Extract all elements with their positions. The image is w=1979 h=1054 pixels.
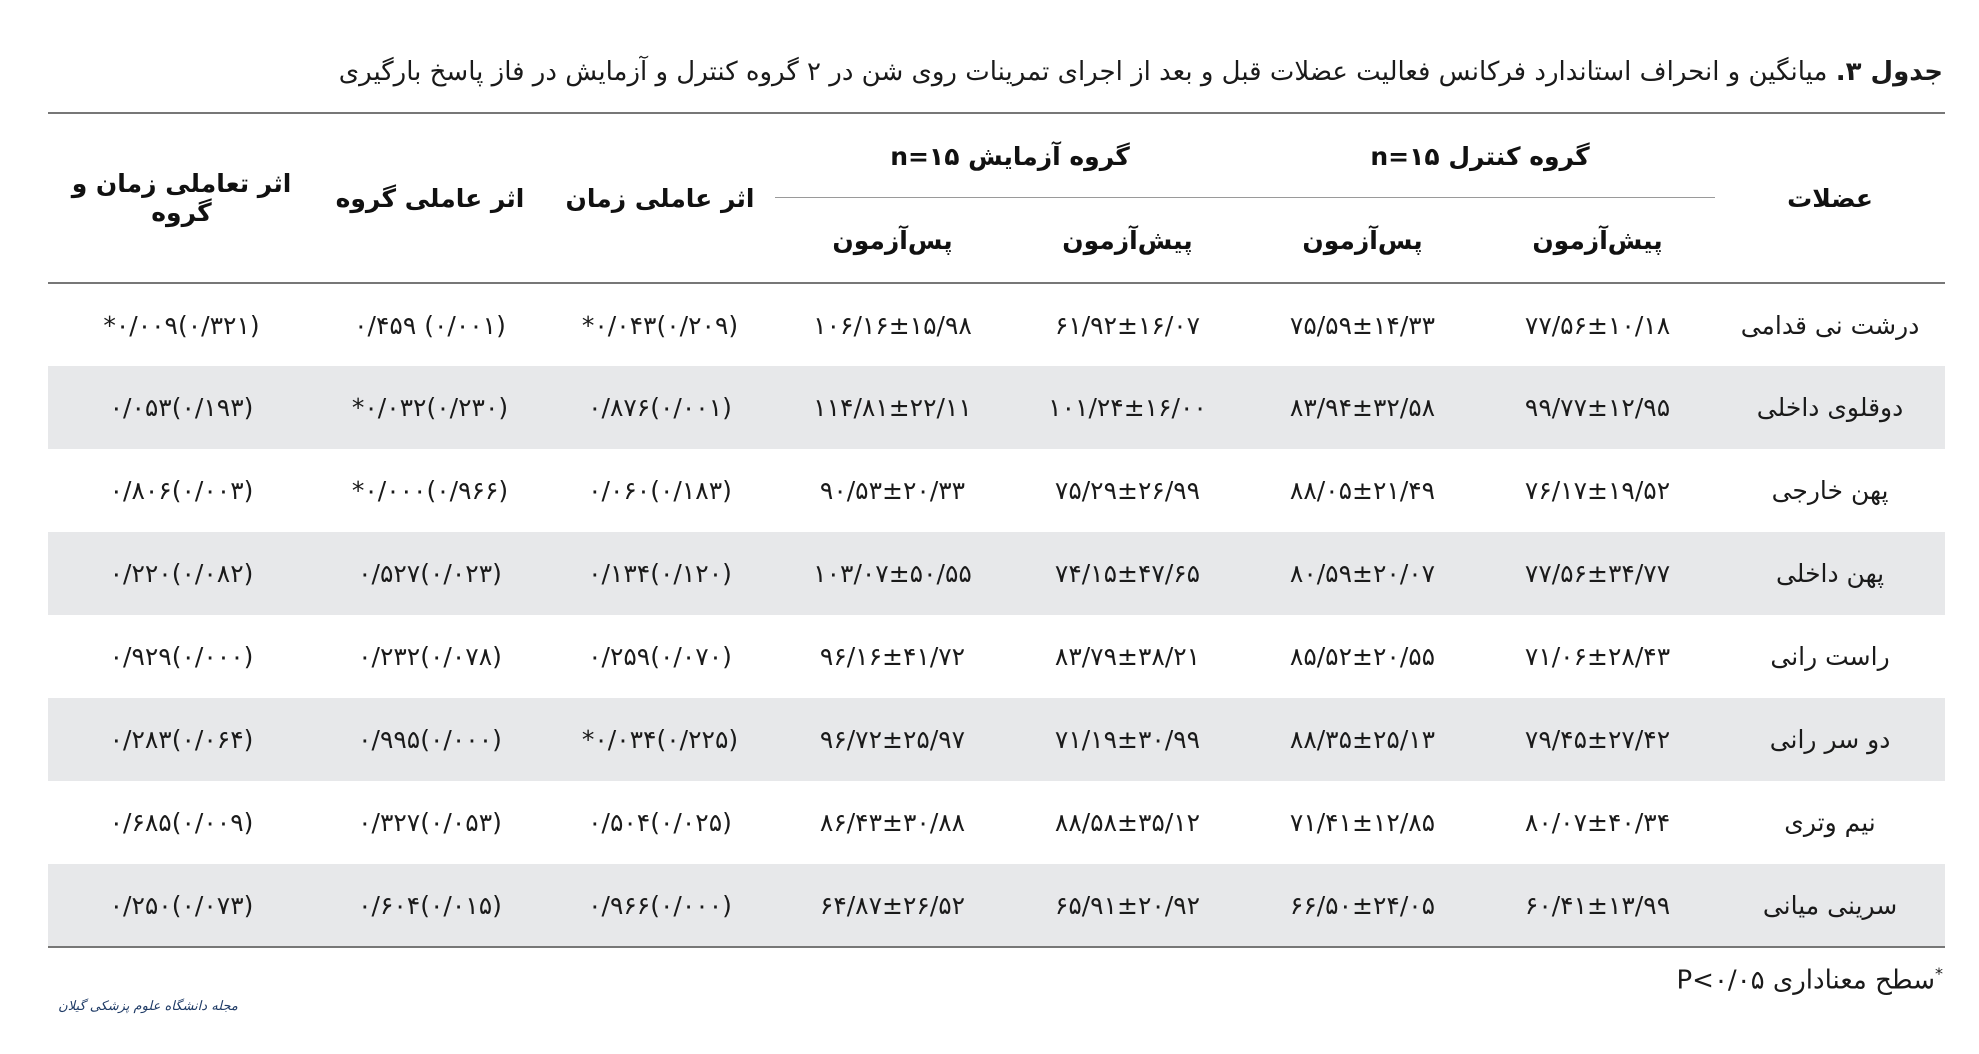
- cell-interaction-effect: (۰/۰۰۳)۰/۸۰۶: [109, 476, 254, 505]
- table-row: [48, 698, 1945, 781]
- cell-group-effect: (۰/۰۵۳)۰/۳۲۷: [358, 808, 502, 837]
- journal-logo-text: مجله دانشگاه علوم پزشکی گیلان: [58, 999, 238, 1014]
- cell-control-pre: ۸۰/۰۷±۴۰/۳۴: [1524, 808, 1671, 837]
- cell-interaction-effect: (۰/۰۰۰)۰/۹۲۹: [109, 642, 254, 671]
- header-experiment-pretest: پیش‌آزمون: [1062, 225, 1193, 255]
- cell-control-post: ۸۳/۹۴±۳۲/۵۸: [1289, 393, 1436, 422]
- cell-group-effect: (۰/۰۰۰)۰/۹۹۵: [358, 725, 502, 754]
- caption-label: جدول ۳.: [1835, 57, 1943, 87]
- table-row: [48, 615, 1945, 698]
- cell-control-post: ۶۶/۵۰±۲۴/۰۵: [1289, 890, 1436, 920]
- cell-exp-post: ۱۱۴/۸۱±۲۲/۱۱: [813, 393, 972, 422]
- cell-control-post: ۸۵/۵۲±۲۰/۵۵: [1289, 642, 1436, 671]
- cell-interaction-effect: (۰/۰۶۴)۰/۲۸۳: [109, 725, 254, 754]
- results-table: [48, 112, 1945, 948]
- cell-time-effect: (۰/۰۷۰)۰/۲۵۹: [588, 642, 732, 671]
- header-experiment-group: گروه آزمایش n=۱۵: [775, 113, 1245, 198]
- table-row: [48, 366, 1945, 449]
- cell-control-post: ۸۰/۵۹±۲۰/۰۷: [1289, 559, 1436, 588]
- cell-control-pre: ۷۱/۰۶±۲۸/۴۳: [1524, 642, 1671, 671]
- cell-control-pre: ۷۹/۴۵±۲۷/۴۲: [1524, 725, 1671, 754]
- cell-group-effect: (۰/۰۰۱) ۰/۴۵۹: [354, 310, 506, 340]
- journal-logo: [48, 966, 248, 1036]
- cell-time-effect: (۰/۱۸۳)۰/۰۶۰: [588, 476, 732, 505]
- cell-interaction-effect: (۰/۳۲۱)۰/۰۰۹*: [103, 310, 260, 340]
- header-muscles: عضلات: [1787, 183, 1873, 213]
- footnote: [1677, 964, 1944, 996]
- cell-muscle: درشت نی قدامی: [1740, 310, 1920, 340]
- cell-exp-post: ۹۶/۷۲±۲۵/۹۷: [819, 725, 966, 754]
- cell-time-effect: (۰/۲۰۹)۰/۰۴۳*: [581, 310, 739, 340]
- footnote-text: سطح معناداری P<۰/۰۵: [1676, 965, 1935, 996]
- cell-exp-post: ۱۰۳/۰۷±۵۰/۵۵: [813, 559, 972, 588]
- cell-muscle: دو سر رانی: [1769, 725, 1891, 754]
- header-experiment-posttest: پس‌آزمون: [832, 225, 953, 255]
- caption-text: میانگین و انحراف استاندارد فرکانس فعالیت عضلات قبل و بعد از اجرای تمرینات روی شن در ۲ گروه کنترل و آزمایش در فاز پاسخ بارگیری: [338, 57, 1836, 87]
- cell-muscle: پهن داخلی: [1775, 559, 1885, 588]
- header-control-group: گروه کنترل n=۱۵: [1245, 113, 1715, 198]
- cell-exp-pre: ۷۱/۱۹±۳۰/۹۹: [1054, 725, 1201, 754]
- cell-muscle: دوقلوی داخلی: [1756, 393, 1904, 422]
- cell-interaction-effect: (۰/۰۰۹)۰/۶۸۵: [109, 808, 254, 837]
- cell-exp-post: ۱۰۶/۱۶±۱۵/۹۸: [813, 310, 972, 340]
- cell-time-effect: (۰/۰۰۱)۰/۸۷۶: [588, 393, 732, 422]
- header-interaction-effect: اثر تعاملی زمان و گروه: [71, 169, 292, 227]
- cell-group-effect: (۰/۰۲۳)۰/۵۲۷: [358, 559, 502, 588]
- cell-exp-post: ۶۴/۸۷±۲۶/۵۲: [819, 890, 966, 920]
- table-row: [48, 781, 1945, 864]
- cell-exp-pre: ۶۱/۹۲±۱۶/۰۷: [1054, 310, 1201, 340]
- cell-exp-post: ۹۶/۱۶±۴۱/۷۲: [819, 642, 966, 671]
- cell-muscle: پهن خارجی: [1771, 476, 1889, 505]
- cell-group-effect: (۰/۹۶۶)۰/۰۰۰*: [351, 476, 509, 505]
- header-time-effect: اثر عاملی زمان: [565, 183, 755, 213]
- cell-control-post: ۸۸/۳۵±۲۵/۱۳: [1289, 725, 1436, 754]
- cell-exp-pre: ۱۰۱/۲۴±۱۶/۰۰: [1048, 393, 1207, 422]
- cell-exp-post: ۸۶/۴۳±۳۰/۸۸: [819, 808, 966, 837]
- cell-control-post: ۷۵/۵۹±۱۴/۳۳: [1289, 310, 1436, 340]
- cell-group-effect: (۰/۰۷۸)۰/۲۳۲: [358, 642, 502, 671]
- cell-control-pre: ۷۷/۵۶±۳۴/۷۷: [1524, 559, 1671, 588]
- header-control-pretest: پیش‌آزمون: [1532, 225, 1663, 255]
- results-table-wrap: [48, 112, 1945, 948]
- cell-control-pre: ۶۰/۴۱±۱۳/۹۹: [1524, 890, 1671, 920]
- cell-time-effect: (۰/۱۲۰)۰/۱۳۴: [588, 559, 732, 588]
- table-caption: [43, 52, 1943, 92]
- cell-muscle: نیم وتری: [1784, 808, 1876, 837]
- cell-group-effect: (۰/۰۱۵)۰/۶۰۴: [358, 890, 502, 920]
- table-row: [48, 283, 1945, 366]
- cell-interaction-effect: (۰/۰۷۳)۰/۲۵۰: [109, 890, 254, 920]
- cell-exp-pre: ۸۳/۷۹±۳۸/۲۱: [1054, 642, 1201, 671]
- cell-control-pre: ۷۶/۱۷±۱۹/۵۲: [1524, 476, 1671, 505]
- cell-exp-pre: ۷۵/۲۹±۲۶/۹۹: [1054, 476, 1201, 505]
- cell-interaction-effect: (۰/۱۹۳)۰/۰۵۳: [109, 393, 254, 422]
- cell-exp-pre: ۷۴/۱۵±۴۷/۶۵: [1054, 559, 1201, 588]
- table-row: [48, 449, 1945, 532]
- table-row: [48, 864, 1945, 947]
- cell-time-effect: (۰/۰۲۵)۰/۵۰۴: [588, 808, 732, 837]
- cell-group-effect: (۰/۲۳۰)۰/۰۳۲*: [351, 393, 509, 422]
- cell-interaction-effect: (۰/۰۸۲)۰/۲۲۰: [109, 559, 254, 588]
- cell-control-post: ۷۱/۴۱±۱۲/۸۵: [1289, 808, 1436, 837]
- table-row: [48, 532, 1945, 615]
- cell-control-pre: ۹۹/۷۷±۱۲/۹۵: [1524, 393, 1671, 422]
- table-header: [48, 113, 1945, 283]
- header-group-effect: اثر عاملی گروه: [335, 183, 525, 213]
- cell-exp-pre: ۶۵/۹۱±۲۰/۹۲: [1054, 890, 1201, 920]
- cell-time-effect: (۰/۲۲۵)۰/۰۳۴*: [581, 725, 739, 754]
- cell-control-post: ۸۸/۰۵±۲۱/۴۹: [1289, 476, 1436, 505]
- cell-exp-post: ۹۰/۵۳±۲۰/۳۳: [819, 476, 966, 505]
- footnote-mark: *: [1935, 964, 1943, 983]
- cell-muscle: سرینی میانی: [1762, 890, 1898, 920]
- table-body: [48, 283, 1945, 947]
- cell-muscle: راست رانی: [1770, 642, 1890, 671]
- cell-time-effect: (۰/۰۰۰)۰/۹۶۶: [588, 890, 732, 920]
- cell-exp-pre: ۸۸/۵۸±۳۵/۱۲: [1054, 808, 1201, 837]
- cell-control-pre: ۷۷/۵۶±۱۰/۱۸: [1524, 310, 1671, 340]
- header-control-posttest: پس‌آزمون: [1302, 225, 1423, 255]
